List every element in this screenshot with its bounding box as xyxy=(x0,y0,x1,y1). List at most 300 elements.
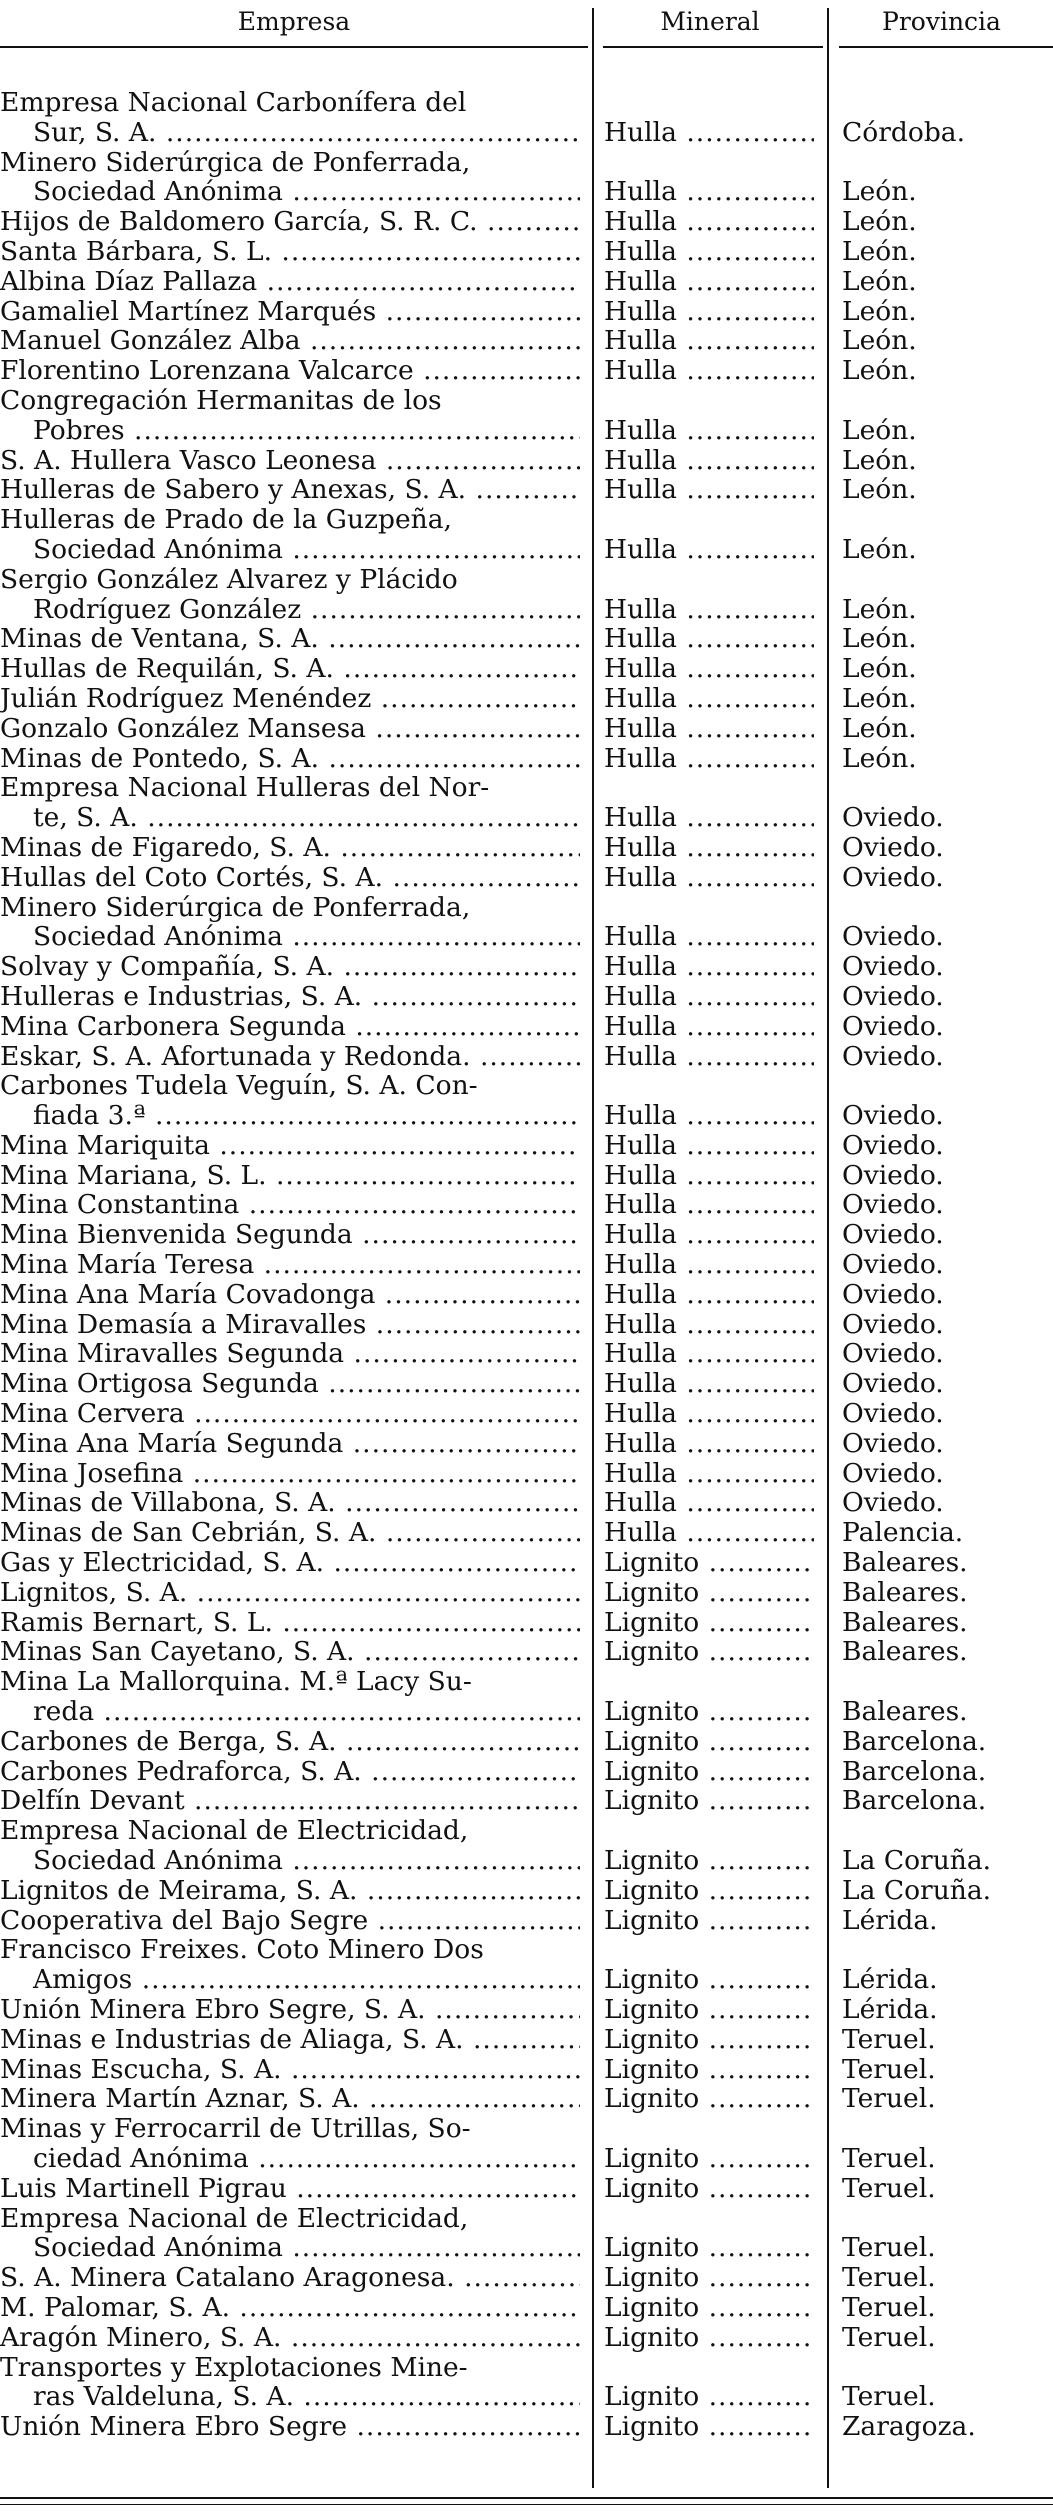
provincia-value: Baleares. xyxy=(842,1637,968,1668)
mineral-value: Lignito ..... xyxy=(604,1876,814,1906)
table-row xyxy=(0,1399,1053,1429)
company-name-line: Mina Ana María Segunda ..... xyxy=(0,1429,580,1459)
company-name-line: Mina Ortigosa Segunda ..... xyxy=(0,1369,580,1399)
table-row xyxy=(0,267,1053,297)
provincia-value: Barcelona. xyxy=(842,1786,987,1817)
table-row xyxy=(0,446,1053,476)
company-name-line: Mina Josefina ..... xyxy=(0,1459,580,1489)
company-name xyxy=(0,1131,580,1161)
company-name xyxy=(0,1190,580,1220)
table-row xyxy=(0,1727,1053,1757)
company-name-line: Mina Ana María Covadonga ..... xyxy=(0,1280,580,1310)
company-name xyxy=(0,952,580,982)
provincia-value: Oviedo. xyxy=(842,1279,944,1310)
company-name-line: Carbones Tudela Veguín, S. A. Con- xyxy=(0,1071,478,1102)
company-name-line: Lignitos, S. A. ..... xyxy=(0,1578,580,1608)
company-name-line: Amigos ..... xyxy=(0,1965,580,1995)
company-name xyxy=(0,1637,580,1667)
mineral-value: Hulla ..... xyxy=(604,1488,814,1518)
provincia-value: Zaragoza. xyxy=(842,2412,976,2442)
mineral-value: Hulla ..... xyxy=(604,1310,814,1340)
provincia-value: Baleares. xyxy=(842,1697,968,1727)
mineral-value: Hulla ..... xyxy=(604,1131,814,1161)
company-name-line: Eskar, S. A. Afortunada y Redonda. ..... xyxy=(0,1042,580,1072)
table-row xyxy=(0,1131,1053,1161)
table-row xyxy=(0,2353,1053,2413)
company-name xyxy=(0,2174,580,2204)
mineral-value: Lignito ..... xyxy=(604,1578,814,1608)
mineral-value: Hulla ..... xyxy=(604,177,814,207)
company-name-line: Ramis Bernart, S. L. ..... xyxy=(0,1608,580,1638)
table-row xyxy=(0,505,1053,565)
company-name-line: Hullas de Requilán, S. A. ..... xyxy=(0,654,580,684)
company-name-line: Carbones Pedraforca, S. A. ..... xyxy=(0,1757,580,1787)
mineral-value: Hulla ..... xyxy=(604,237,814,267)
mineral-value: Lignito ..... xyxy=(604,2323,814,2353)
company-name-line: Minas Escucha, S. A. ..... xyxy=(0,2055,580,2085)
mineral-value: Lignito ..... xyxy=(604,1727,814,1757)
mineral-value: Hulla ..... xyxy=(604,624,814,654)
table-row xyxy=(0,893,1053,953)
mineral-value: Hulla ..... xyxy=(604,744,814,774)
company-name-line: Unión Minera Ebro Segre ..... xyxy=(0,2412,580,2442)
provincia-value: León. xyxy=(842,445,917,476)
provincia-value: Palencia. xyxy=(842,1518,964,1549)
company-name-line: Carbones de Berga, S. A. ..... xyxy=(0,1727,580,1757)
mineral-value: Lignito ..... xyxy=(604,2084,814,2114)
provincia-value: Teruel. xyxy=(842,2054,936,2085)
mineral-value: Hulla ..... xyxy=(604,356,814,386)
provincia-value: León. xyxy=(842,207,917,237)
table-row xyxy=(0,88,1053,148)
table-row xyxy=(0,565,1053,625)
company-name xyxy=(0,2353,580,2413)
company-name-line: Minas e Industrias de Aliaga, S. A. ..... xyxy=(0,2025,580,2055)
company-name xyxy=(0,773,580,833)
table-row xyxy=(0,2412,1053,2442)
table-row xyxy=(0,982,1053,1012)
company-name-line: Minas de Ventana, S. A. ..... xyxy=(0,624,580,654)
company-table xyxy=(0,88,1053,2442)
provincia-value: Baleares. xyxy=(842,1548,968,1578)
company-name-line: Sur, S. A. ..... xyxy=(0,118,580,148)
table-row xyxy=(0,2174,1053,2204)
company-name-line: Francisco Freixes. Coto Minero Dos xyxy=(0,1935,484,1966)
company-name xyxy=(0,1995,580,2025)
provincia-value: León. xyxy=(842,326,917,357)
table-row xyxy=(0,1250,1053,1280)
mineral-value: Hulla ..... xyxy=(604,1280,814,1310)
company-name xyxy=(0,207,580,237)
company-name-line: Hijos de Baldomero García, S. R. C. ..... xyxy=(0,207,580,237)
company-name xyxy=(0,1876,580,1906)
company-name-line: Sociedad Anónima ..... xyxy=(0,177,580,207)
mineral-value: Hulla ..... xyxy=(604,267,814,297)
company-name xyxy=(0,1608,580,1638)
company-name-line: Minero Siderúrgica de Ponferrada, xyxy=(0,892,471,923)
company-name xyxy=(0,1161,580,1191)
company-name-line: Minas San Cayetano, S. A. ..... xyxy=(0,1637,580,1667)
table-row xyxy=(0,1816,1053,1876)
table-row xyxy=(0,1280,1053,1310)
table-row xyxy=(0,1578,1053,1608)
table-row xyxy=(0,863,1053,893)
company-name-line: Hulleras e Industrias, S. A. ..... xyxy=(0,982,580,1012)
company-name-line: Cooperativa del Bajo Segre ..... xyxy=(0,1906,580,1936)
provincia-value: Oviedo. xyxy=(842,832,944,863)
provincia-value: Lérida. xyxy=(842,1965,938,1995)
company-name xyxy=(0,1250,580,1280)
company-name xyxy=(0,2293,580,2323)
company-name-line: S. A. Hullera Vasco Leonesa ..... xyxy=(0,446,580,476)
mineral-value: Lignito ..... xyxy=(604,1995,814,2025)
provincia-value: Oviedo. xyxy=(842,922,944,953)
table-row xyxy=(0,2055,1053,2085)
table-row xyxy=(0,1548,1053,1578)
table-row xyxy=(0,952,1053,982)
provincia-value: Oviedo. xyxy=(842,1339,944,1370)
company-name xyxy=(0,1459,580,1489)
company-name-line: Mina Bienvenida Segunda ..... xyxy=(0,1220,580,1250)
mineral-value: Hulla ..... xyxy=(604,1518,814,1548)
table-row xyxy=(0,1339,1053,1369)
company-name xyxy=(0,1488,580,1518)
company-name-line: Sociedad Anónima ..... xyxy=(0,535,580,565)
company-name-line: Rodríguez González ..... xyxy=(0,595,580,625)
table-row xyxy=(0,1310,1053,1340)
mineral-value: Hulla ..... xyxy=(604,1459,814,1489)
provincia-value: León. xyxy=(842,356,917,386)
company-name xyxy=(0,356,580,386)
table-row xyxy=(0,2323,1053,2353)
mineral-value: Lignito ..... xyxy=(604,2025,814,2055)
provincia-value: Oviedo. xyxy=(842,1458,944,1489)
mineral-value: Hulla ..... xyxy=(604,1101,814,1131)
company-name-line: te, S. A. ..... xyxy=(0,803,580,833)
company-name-line: Minero Siderúrgica de Ponferrada, xyxy=(0,147,471,178)
mineral-value: Lignito ..... xyxy=(604,1906,814,1936)
mineral-value: Lignito ..... xyxy=(604,1786,814,1816)
company-name-line: Delfín Devant ..... xyxy=(0,1786,580,1816)
provincia-value: Oviedo. xyxy=(842,1369,944,1400)
company-name-line: Pobres ..... xyxy=(0,416,580,446)
company-name xyxy=(0,1310,580,1340)
provincia-value: León. xyxy=(842,743,917,774)
table-row xyxy=(0,1369,1053,1399)
company-name xyxy=(0,1429,580,1459)
table-row xyxy=(0,2204,1053,2264)
table-row xyxy=(0,1488,1053,1518)
company-name xyxy=(0,1727,580,1757)
table-row xyxy=(0,714,1053,744)
mineral-value: Hulla ..... xyxy=(604,1220,814,1250)
company-name xyxy=(0,1042,580,1072)
company-name-line: Sociedad Anónima ..... xyxy=(0,1846,580,1876)
provincia-value: León. xyxy=(842,713,917,744)
mineral-value: Lignito ..... xyxy=(604,1965,814,1995)
company-name xyxy=(0,1280,580,1310)
table-row xyxy=(0,356,1053,386)
company-name-line: Minera Martín Aznar, S. A. ..... xyxy=(0,2084,580,2114)
company-name-line: Empresa Nacional Carbonífera del xyxy=(0,88,467,118)
company-name-line: Unión Minera Ebro Segre, S. A. ..... xyxy=(0,1995,580,2025)
company-name xyxy=(0,2323,580,2353)
company-name xyxy=(0,88,580,148)
company-name xyxy=(0,1906,580,1936)
company-name-line: Julián Rodríguez Menéndez ..... xyxy=(0,684,580,714)
table-row xyxy=(0,1935,1053,1995)
company-name-line: Mina Mariana, S. L. ..... xyxy=(0,1161,580,1191)
table-row xyxy=(0,1042,1053,1072)
table-row xyxy=(0,2293,1053,2323)
company-name-line: Mina María Teresa ..... xyxy=(0,1250,580,1280)
company-name xyxy=(0,1548,580,1578)
provincia-value: Teruel. xyxy=(842,2382,936,2413)
table-row xyxy=(0,297,1053,327)
company-name-line: Manuel González Alba ..... xyxy=(0,326,580,356)
table-row xyxy=(0,1757,1053,1787)
company-name xyxy=(0,1786,580,1816)
mineral-value: Hulla ..... xyxy=(604,833,814,863)
mineral-value: Hulla ..... xyxy=(604,922,814,952)
footer-rule-top xyxy=(0,2497,1053,2499)
mineral-value: Lignito ..... xyxy=(604,2293,814,2323)
provincia-value: Teruel. xyxy=(842,2322,936,2353)
mineral-value: Lignito ..... xyxy=(604,2144,814,2174)
table-row xyxy=(0,148,1053,208)
mineral-value: Lignito ..... xyxy=(604,1846,814,1876)
company-name xyxy=(0,1816,580,1876)
company-name xyxy=(0,2263,580,2293)
mineral-value: Hulla ..... xyxy=(604,1012,814,1042)
provincia-value: Lérida. xyxy=(842,1995,938,2025)
company-name xyxy=(0,326,580,356)
provincia-value: Teruel. xyxy=(842,2292,936,2323)
mineral-value: Hulla ..... xyxy=(604,416,814,446)
provincia-value: Baleares. xyxy=(842,1607,968,1638)
table-row xyxy=(0,833,1053,863)
company-name xyxy=(0,297,580,327)
provincia-value: León. xyxy=(842,683,917,714)
company-name-line: Albina Díaz Pallaza ..... xyxy=(0,267,580,297)
provincia-value: León. xyxy=(842,415,917,446)
company-name-line: fiada 3.ª ..... xyxy=(0,1101,580,1131)
table-row xyxy=(0,1012,1053,1042)
company-name xyxy=(0,2204,580,2264)
table-row xyxy=(0,2025,1053,2055)
mineral-value: Hulla ..... xyxy=(604,684,814,714)
company-name-line: Mina Carbonera Segunda ..... xyxy=(0,1012,580,1042)
company-name xyxy=(0,982,580,1012)
mineral-value: Lignito ..... xyxy=(604,2174,814,2204)
provincia-value: Oviedo. xyxy=(842,1250,944,1280)
company-name xyxy=(0,565,580,625)
company-name-line: M. Palomar, S. A. ..... xyxy=(0,2293,580,2323)
mineral-value: Hulla ..... xyxy=(604,1399,814,1429)
company-name xyxy=(0,1339,580,1369)
mineral-value: Hulla ..... xyxy=(604,475,814,505)
table-row xyxy=(0,1071,1053,1131)
table-row xyxy=(0,1518,1053,1548)
provincia-value: Teruel. xyxy=(842,2263,936,2293)
company-name xyxy=(0,744,580,774)
company-name xyxy=(0,1012,580,1042)
table-row xyxy=(0,207,1053,237)
company-name xyxy=(0,833,580,863)
mineral-value: Lignito ..... xyxy=(604,1637,814,1667)
mineral-value: Lignito ..... xyxy=(604,2055,814,2085)
company-name xyxy=(0,654,580,684)
provincia-value: Baleares. xyxy=(842,1577,968,1608)
provincia-value: Oviedo. xyxy=(842,1130,944,1161)
company-name xyxy=(0,1399,580,1429)
company-name-line: Minas de Pontedo, S. A. ..... xyxy=(0,744,580,774)
company-name xyxy=(0,446,580,476)
provincia-value: Oviedo. xyxy=(842,1190,944,1221)
company-name-line: ciedad Anónima ..... xyxy=(0,2144,580,2174)
mineral-value: Hulla ..... xyxy=(604,1042,814,1072)
company-name xyxy=(0,1935,580,1995)
provincia-value: Teruel. xyxy=(842,2024,936,2055)
mineral-value: Lignito ..... xyxy=(604,1548,814,1578)
provincia-value: Oviedo. xyxy=(842,1011,944,1042)
company-name-line: S. A. Minera Catalano Aragonesa. ..... xyxy=(0,2263,580,2293)
company-name xyxy=(0,148,580,208)
company-name-line: Minas de San Cebrián, S. A. ..... xyxy=(0,1518,580,1548)
company-name-line: Luis Martinell Pigrau ..... xyxy=(0,2174,580,2204)
company-name xyxy=(0,714,580,744)
mineral-value: Hulla ..... xyxy=(604,982,814,1012)
company-name-line: Hulleras de Sabero y Anexas, S. A. ..... xyxy=(0,475,580,505)
company-name xyxy=(0,1220,580,1250)
mineral-value: Hulla ..... xyxy=(604,714,814,744)
company-name-line: Minas de Villabona, S. A. ..... xyxy=(0,1488,580,1518)
company-name-line: Minas y Ferrocarril de Utrillas, So- xyxy=(0,2114,471,2144)
provincia-value: Barcelona. xyxy=(842,1756,987,1787)
provincia-value: Córdoba. xyxy=(842,117,966,148)
provincia-value: La Coruña. xyxy=(842,1875,992,1906)
provincia-value: Oviedo. xyxy=(842,981,944,1012)
provincia-value: Oviedo. xyxy=(842,1041,944,1072)
provincia-value: Barcelona. xyxy=(842,1726,987,1757)
mineral-value: Hulla ..... xyxy=(604,1429,814,1459)
company-name-line: Empresa Nacional Hulleras del Nor- xyxy=(0,773,490,804)
company-name xyxy=(0,237,580,267)
mineral-value: Hulla ..... xyxy=(604,207,814,237)
table-row xyxy=(0,684,1053,714)
company-name-line: Transportes y Explotaciones Mine- xyxy=(0,2352,468,2383)
table-row xyxy=(0,773,1053,833)
company-name xyxy=(0,505,580,565)
footer-rule-bottom xyxy=(0,2504,1053,2505)
provincia-value: Oviedo. xyxy=(842,1309,944,1340)
provincia-value: León. xyxy=(842,594,917,625)
table-row xyxy=(0,1876,1053,1906)
mineral-value: Hulla ..... xyxy=(604,297,814,327)
mineral-value: Lignito ..... xyxy=(604,2412,814,2442)
company-name-line: Hullas del Coto Cortés, S. A. ..... xyxy=(0,863,580,893)
mineral-value: Hulla ..... xyxy=(604,118,814,148)
provincia-value: Oviedo. xyxy=(842,1220,944,1251)
company-name-line: Mina Miravalles Segunda ..... xyxy=(0,1339,580,1369)
company-name xyxy=(0,1578,580,1608)
company-name xyxy=(0,1757,580,1787)
company-name-line: Mina La Mallorquina. M.ª Lacy Su- xyxy=(0,1667,472,1698)
company-name xyxy=(0,684,580,714)
mineral-value: Hulla ..... xyxy=(604,595,814,625)
company-name xyxy=(0,1369,580,1399)
company-name-line: Sociedad Anónima ..... xyxy=(0,922,580,952)
provincia-value: León. xyxy=(842,475,917,506)
company-name xyxy=(0,267,580,297)
mineral-value: Hulla ..... xyxy=(604,1190,814,1220)
company-name-line: Aragón Minero, S. A. ..... xyxy=(0,2323,580,2353)
mineral-value: Lignito ..... xyxy=(604,2233,814,2263)
provincia-value: León. xyxy=(842,296,917,327)
provincia-value: León. xyxy=(842,534,917,565)
provincia-value: León. xyxy=(842,236,917,267)
header-rule-provincia xyxy=(839,46,1053,48)
company-name-line: Congregación Hermanitas de los xyxy=(0,385,442,416)
table-row xyxy=(0,2114,1053,2174)
company-name-line: reda ..... xyxy=(0,1697,580,1727)
provincia-value: Oviedo. xyxy=(842,1488,944,1519)
provincia-value: León. xyxy=(842,654,917,684)
provincia-value: Oviedo. xyxy=(842,862,944,893)
table-row xyxy=(0,1220,1053,1250)
company-name xyxy=(0,863,580,893)
table-row xyxy=(0,1429,1053,1459)
company-name-line: Solvay y Compañía, S. A. ..... xyxy=(0,952,580,982)
company-name xyxy=(0,2084,580,2114)
company-name-line: Minas de Figaredo, S. A. ..... xyxy=(0,833,580,863)
company-name-line: Mina Mariquita ..... xyxy=(0,1131,580,1161)
provincia-value: Lérida. xyxy=(842,1905,938,1936)
mineral-value: Lignito ..... xyxy=(604,2382,814,2412)
company-name xyxy=(0,624,580,654)
table-row xyxy=(0,744,1053,774)
provincia-value: Oviedo. xyxy=(842,952,944,982)
company-name xyxy=(0,1518,580,1548)
mineral-value: Hulla ..... xyxy=(604,446,814,476)
table-row xyxy=(0,1995,1053,2025)
provincia-value: Teruel. xyxy=(842,2143,936,2174)
company-name xyxy=(0,475,580,505)
mineral-value: Lignito ..... xyxy=(604,2263,814,2293)
company-name xyxy=(0,1071,580,1131)
company-name-line: Gamaliel Martínez Marqués ..... xyxy=(0,297,580,327)
company-name-line: ras Valdeluna, S. A. ..... xyxy=(0,2382,580,2412)
company-name-line: Mina Demasía a Miravalles ..... xyxy=(0,1310,580,1340)
mineral-value: Hulla ..... xyxy=(604,863,814,893)
provincia-value: La Coruña. xyxy=(842,1846,992,1876)
table-row xyxy=(0,475,1053,505)
company-name-line: Sergio González Alvarez y Plácido xyxy=(0,564,458,595)
company-name-line: Mina Constantina ..... xyxy=(0,1190,580,1220)
company-name-line: Sociedad Anónima ..... xyxy=(0,2233,580,2263)
mineral-value: Hulla ..... xyxy=(604,326,814,356)
table-row xyxy=(0,2263,1053,2293)
mineral-value: Lignito ..... xyxy=(604,1757,814,1787)
mineral-value: Hulla ..... xyxy=(604,1339,814,1369)
provincia-value: Oviedo. xyxy=(842,1399,944,1429)
column-header-provincia: Provincia xyxy=(882,7,1001,36)
company-name-line: Gonzalo González Mansesa ..... xyxy=(0,714,580,744)
table-row xyxy=(0,624,1053,654)
table-row xyxy=(0,237,1053,267)
table-row xyxy=(0,386,1053,446)
company-name xyxy=(0,386,580,446)
